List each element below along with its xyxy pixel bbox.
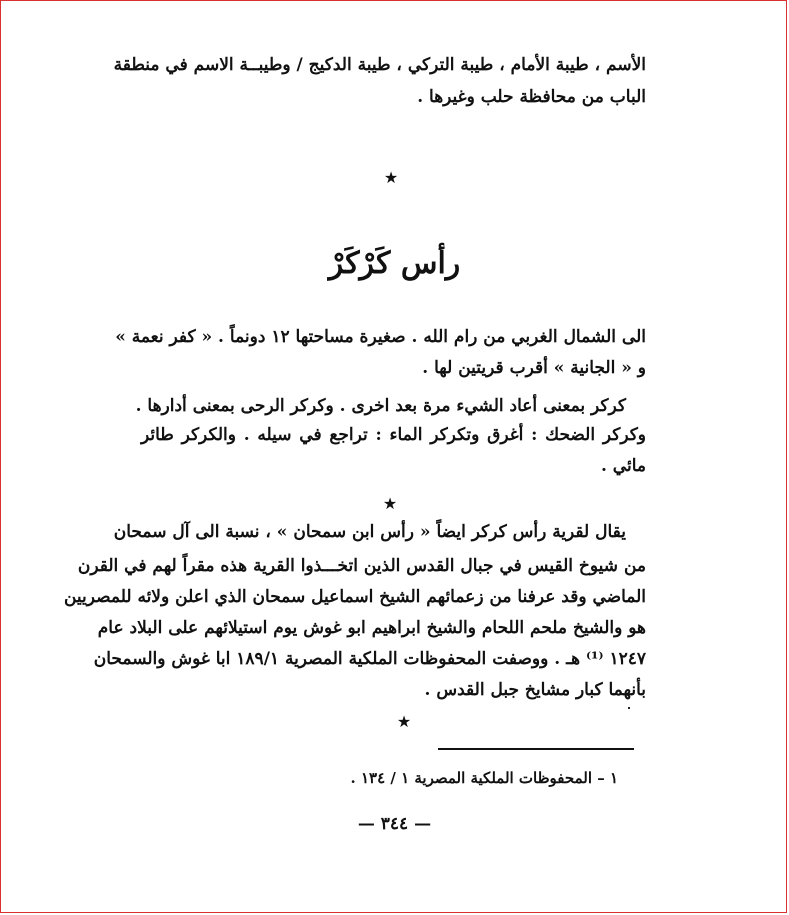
star-separator-icon: ★ [382, 494, 398, 513]
text-line: من شيوخ القيس في جبال القدس الذين اتخـــذوا القرية هذه مقراً لهم في القرن [77, 556, 646, 576]
section-title: رأس كَرْكَرْ [328, 246, 461, 281]
star-separator-icon: ★ [383, 168, 399, 187]
text-line: كركر بمعنى أعاد الشيء مرة بعد اخرى . وكركر الرحى بمعنى أدارها . [135, 396, 626, 416]
text-line: يقال لقرية رأس كركر ايضاً « رأس ابن سمحان » ، نسبة الى آل سمحان [113, 522, 626, 542]
star-separator-icon: ★ [396, 712, 412, 731]
page-number: — ٣٤٤ — [357, 814, 432, 834]
text-line: وكركر الضحك : أغرق وتكركر الماء : تراجع في سيله . والكركر طائر [141, 425, 646, 445]
text-line: مائي . [600, 456, 646, 476]
footnote-divider [438, 748, 634, 750]
text-line: الى الشمال الغربي من رام الله . صغيرة مساحتها ١٢ دونماً . « كفر نعمة » [115, 327, 646, 347]
text-line: هو والشيخ ملحم اللحام والشيخ ابراهيم ابو غوش يوم استيلائهم على البلاد عام [97, 618, 646, 638]
speck [628, 707, 630, 709]
text-line: بأنهما كبار مشايخ جبل القدس . [424, 680, 646, 700]
text-line: ١٢٤٧ ⁽¹⁾ هـ . ووصفت المحفوظات الملكية المصرية ١٨٩/١ ابا غوش والسمحان [93, 649, 646, 669]
footnote: ١ – المحفوظات الملكية المصرية ١ / ١٣٤ . [350, 769, 618, 787]
text-line: الأسم ، طيبة الأمام ، طيبة التركي ، طيبة الدكيج / وطيبــة الاسم في منطقة [113, 55, 646, 75]
text-line: الماضي وقد عرفنا من زعمائهم الشيخ اسماعيل سمحان الذي اعلن ولائه للمصريين [63, 587, 646, 607]
text-line: و « الجانية » أقرب قريتين لها . [422, 358, 646, 378]
text-line: الباب من محافظة حلب وغيرها . [417, 87, 646, 107]
